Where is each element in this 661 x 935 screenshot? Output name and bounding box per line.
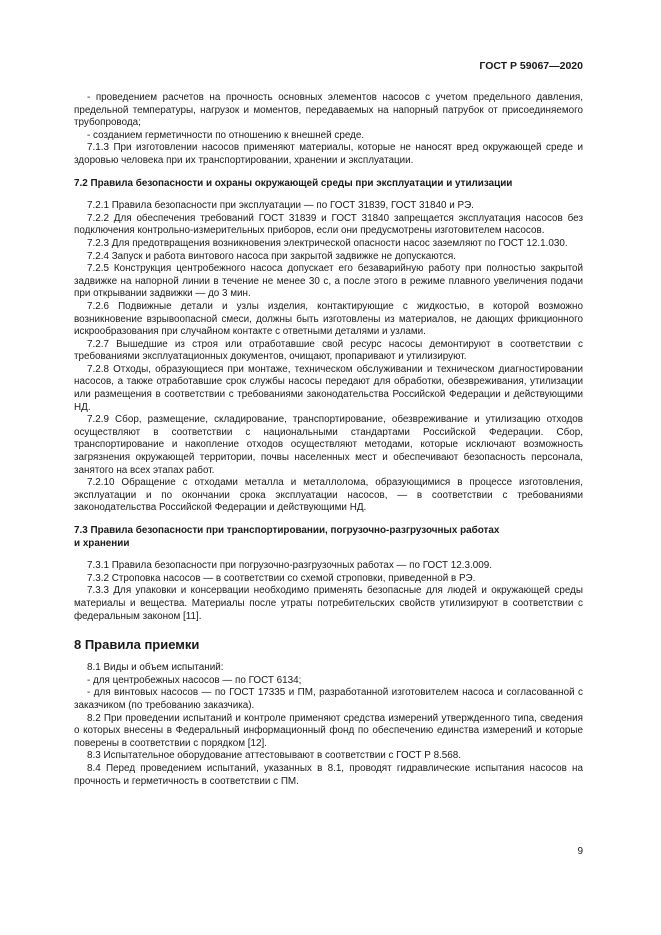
paragraph: 7.2.2 Для обеспечения требований ГОСТ 31839 и ГОСТ 31840 запрещается эксплуатация насосов без подключения контрольно-измерительных приборов, если они предусмотрены изготовителем насосов. <box>74 212 583 237</box>
paragraph: 7.2.7 Вышедшие из строя или отработавшие свой ресурс насосы демонтируют в соответствии с требованиями эксплуатационных документов, очищают, пропаривают и утилизируют. <box>74 338 583 363</box>
paragraph: 7.2.5 Конструкция центробежного насоса допускает его безаварийную работу при полностью закрытой задвижке на напорной линии в течение не менее 30 с, а после этого в режиме плавного увеличения подачи при открывании задвижки — до 3 мин. <box>74 263 583 300</box>
paragraph: 8.2 При проведении испытаний и контроле применяют средства измерений утвержденного типа, сведения о которых внесены в Федеральный информационный фонд по обеспечению единства измерений и которые поверены в соответствии с порядком [12]. <box>74 712 583 749</box>
paragraph: - для центробежных насосов — по ГОСТ 6134; <box>87 674 302 686</box>
paragraph: 7.3.1 Правила безопасности при погрузочно-разгрузочных работах — по ГОСТ 12.3.009. <box>87 560 492 572</box>
page-header: ГОСТ Р 59067—2020 <box>479 60 583 72</box>
paragraph: 8.1 Виды и объем испытаний: <box>87 662 224 674</box>
paragraph: 7.1.3 При изготовлении насосов применяют материалы, которые не наносят вред окружающей среде и здоровью человека при их транспортировании, хранении и эксплуатации. <box>74 142 583 166</box>
page-number: 9 <box>577 846 583 857</box>
paragraph: 7.2.1 Правила безопасности при эксплуатации — по ГОСТ 31839, ГОСТ 31840 и РЭ. <box>87 200 474 212</box>
paragraph: - проведением расчетов на прочность основных элементов насосов с учетом предельного давления, предельной температуры, нагрузок и моментов, передаваемых на напорный патрубок от присоединяемого трубопровода; <box>74 92 583 129</box>
section-heading-8: 8 Правила приемки <box>74 637 200 653</box>
section-heading-line: и хранении <box>74 537 130 549</box>
paragraph: 7.3.3 Для упаковки и консервации необходимо применять безопасные для людей и окружающей среды материалы и вещества. Материалы после утраты потребительских свойств утилизируют в соответствии с федеральным законом [11]. <box>74 585 583 622</box>
paragraph: - созданием герметичности по отношению к внешней среде. <box>87 129 365 141</box>
section-heading-7-2: 7.2 Правила безопасности и охраны окружающей среды при эксплуатации и утилизации <box>74 177 513 189</box>
section-heading-7-3 <box>74 525 583 550</box>
paragraph: 7.2.9 Сбор, размещение, складирование, транспортирование, обезвреживание и утилизацию отходов осуществляют в соответствии с национальными стандартами Российской Федерации. Сбор, транспортирование и накопление отходов осуществляют методами, которые исключают возможность загрязнения окружающей территории, почвы населенных мест и обеспечивают безопасность персонала, занятого на всех этапах работ. <box>74 414 583 476</box>
paragraph: 7.2.10 Обращение с отходами металла и металлолома, образующимися в процессе изготовления, эксплуатации и по окончании срока эксплуатации насосов, — в соответствии с требованиями законодательства Российской Федерации и действующими НД. <box>74 477 583 514</box>
paragraph: 8.3 Испытательное оборудование аттестовывают в соответствии с ГОСТ Р 8.568. <box>87 750 462 762</box>
paragraph: 8.4 Перед проведением испытаний, указанных в 8.1, проводят гидравлические испытания насосов на прочность и герметичность в соответствии с ПМ. <box>74 762 583 787</box>
paragraph: 7.2.6 Подвижные детали и узлы изделия, контактирующие с жидкостью, в которой возможно возникновение взрывоопасной смеси, должны быть изготовлены из материалов, не дающих фрикционного искрообразования при случайном контакте с ответными деталями и узлами. <box>74 300 583 338</box>
paragraph: 7.2.8 Отходы, образующиеся при монтаже, техническом обслуживании и техническом диагностировании насосов, а также отработавшие срок службы насосы передают для обработки, обезвреживания, утилизации или размещения в соответствии с требованиями законодательства Российской Федерации и действующими НД. <box>74 363 583 413</box>
paragraph: 7.2.4 Запуск и работа винтового насоса при закрытой задвижке не допускаются. <box>87 250 456 262</box>
paragraph: - для винтовых насосов — по ГОСТ 17335 и ПМ, разработанной изготовителем насоса и согласованной с заказчиком (по требованию заказчика). <box>74 687 583 711</box>
document-body <box>74 92 583 788</box>
section-heading-line: 7.3 Правила безопасности при транспортировании, погрузочно-разгрузочных работах <box>74 525 500 536</box>
paragraph: 7.2.3 Для предотвращения возникновения электрической опасности насос заземляют по ГОСТ 12.1.030. <box>87 237 568 249</box>
paragraph: 7.3.2 Строповка насосов — в соответствии со схемой строповки, приведенной в РЭ. <box>87 572 476 584</box>
